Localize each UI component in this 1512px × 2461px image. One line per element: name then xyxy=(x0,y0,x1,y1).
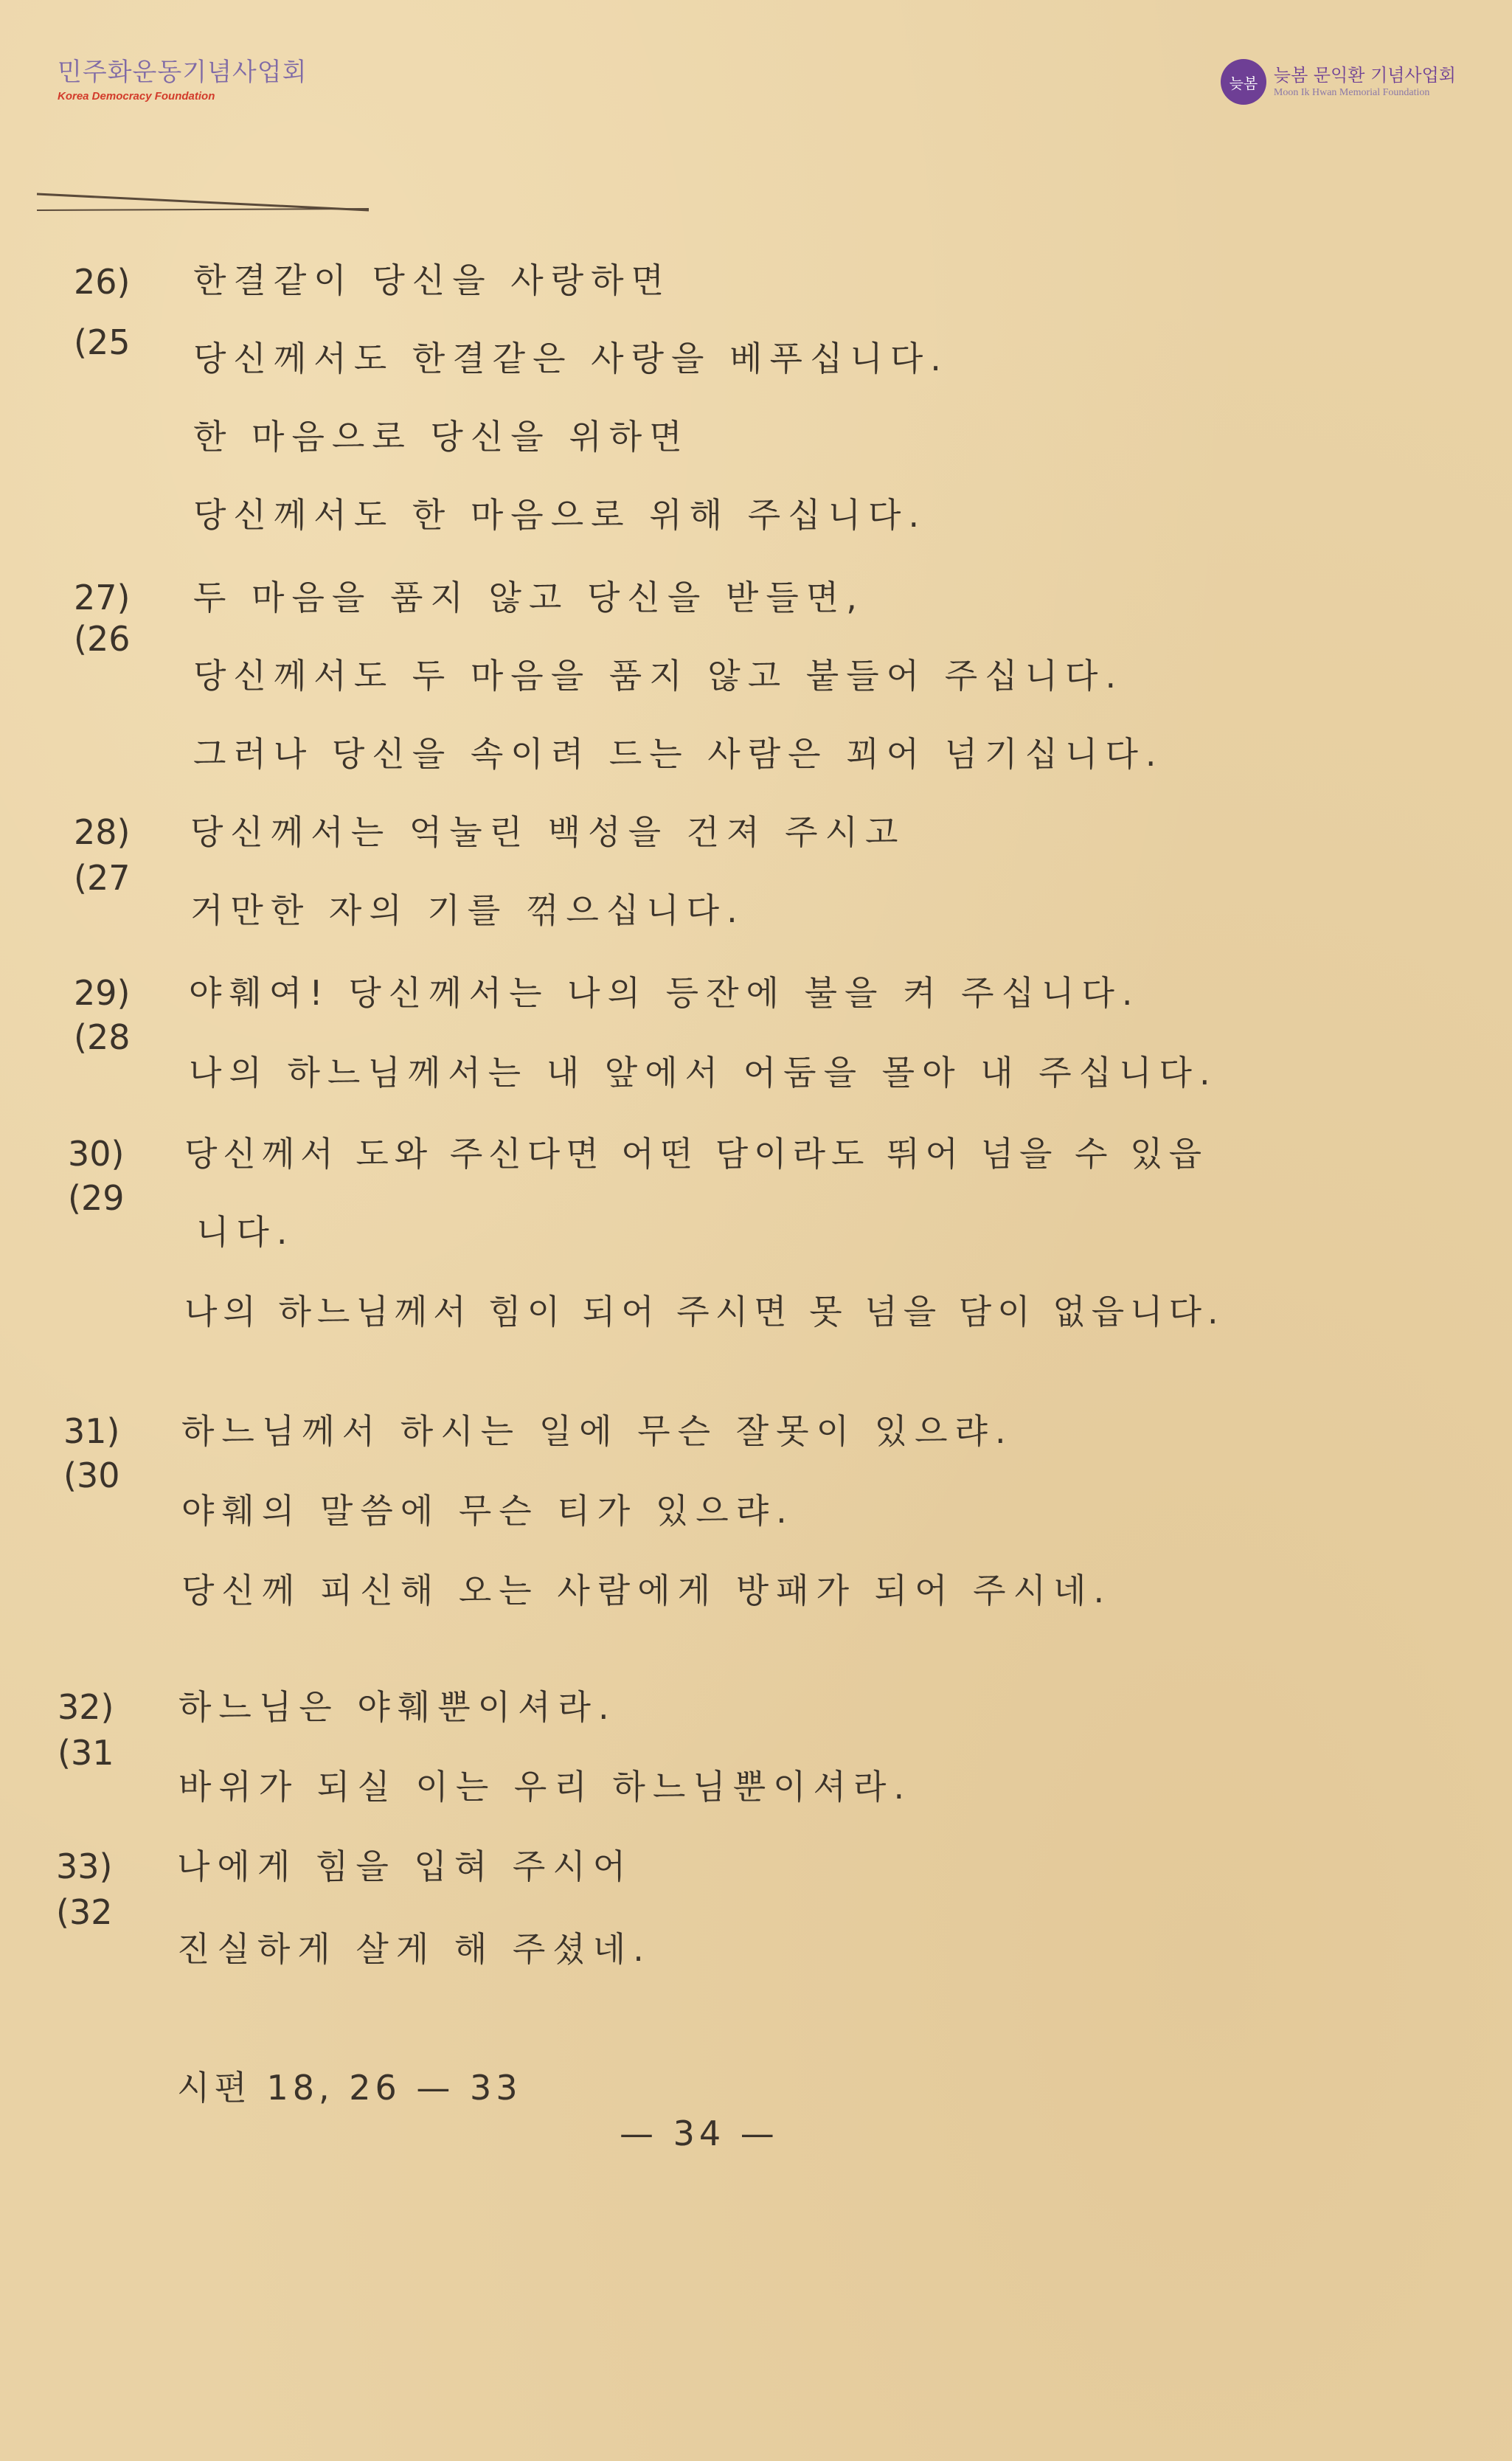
verse-line: 나의 하느님께서 힘이 되어 주시면 못 넘을 담이 없읍니다. xyxy=(184,1292,1224,1332)
verse-alt-number: (30 xyxy=(63,1456,120,1495)
verse-line: 바위가 되실 이는 우리 하느님뿐이셔라. xyxy=(178,1767,912,1807)
verse-line: 진실하게 살게 해 주셨네. xyxy=(177,1929,651,1969)
top-rule xyxy=(33,188,372,218)
verse-line: 거만한 자의 기를 꺾으십니다. xyxy=(190,890,745,930)
verse-number: 26) xyxy=(74,262,131,302)
right-logo-english: Moon Ik Hwan Memorial Foundation xyxy=(1273,87,1430,98)
verse-line: 두 마음을 품지 않고 당신을 받들면, xyxy=(193,578,864,617)
verse-line: 야훼여! 당신께서는 나의 등잔에 불을 켜 주십니다. xyxy=(189,973,1140,1013)
page-number: — 34 — xyxy=(620,2114,779,2153)
verse-number: 29) xyxy=(74,973,131,1013)
verse-alt-number: (28 xyxy=(74,1017,131,1057)
verse-line: 당신께 피신해 오는 사람에게 방패가 되어 주시네. xyxy=(181,1571,1112,1610)
verse-line: 한결같이 당신을 사랑하면 xyxy=(193,260,672,300)
verse-line: 나에게 힘을 입혀 주시어 xyxy=(177,1846,634,1886)
foundation-badge-icon: 늦봄 xyxy=(1221,59,1266,105)
verse-alt-number: (27 xyxy=(74,858,131,898)
verse-line: 당신께서도 두 마음을 품지 않고 붙들어 주십니다. xyxy=(193,656,1124,696)
verse-line: 니다. xyxy=(196,1212,295,1252)
left-logo-english: Korea Democracy Foundation xyxy=(58,90,215,103)
verse-line: 하느님께서 하시는 일에 무슨 잘못이 있으랴. xyxy=(181,1411,1013,1451)
verse-number: 28) xyxy=(74,812,131,852)
verse-number: 30) xyxy=(68,1134,125,1174)
verse-number: 27) xyxy=(74,578,131,617)
verse-number: 33) xyxy=(56,1846,113,1886)
verse-line: 야훼의 말씀에 무슨 티가 있으랴. xyxy=(181,1491,794,1531)
verse-line: 하느님은 야훼뿐이셔라. xyxy=(178,1687,617,1727)
verse-alt-number: (31 xyxy=(58,1733,114,1773)
verse-line: 당신께서도 한 마음으로 위해 주십니다. xyxy=(193,495,927,535)
verse-line: 그러나 당신을 속이려 드는 사람은 꾀어 넘기십니다. xyxy=(193,734,1164,774)
moon-ik-hwan-foundation-logo xyxy=(1221,59,1456,105)
verse-line: 나의 하느님께서는 내 앞에서 어둠을 몰아 내 주십니다. xyxy=(189,1053,1218,1093)
right-logo-korean: 늦봄 문익환 기념사업회 xyxy=(1273,65,1456,86)
verse-number: 32) xyxy=(58,1687,114,1727)
verse-alt-number: (25 xyxy=(74,322,131,362)
left-logo-korean: 민주화운동기념사업회 xyxy=(58,58,308,87)
verse-line: 한 마음으로 당신을 위하면 xyxy=(193,417,690,457)
verse-alt-number: (29 xyxy=(68,1178,125,1218)
verse-alt-number: (26 xyxy=(74,619,131,659)
korea-democracy-foundation-logo xyxy=(58,58,307,103)
verse-alt-number: (32 xyxy=(56,1892,113,1932)
scripture-reference: 시편 18, 26 — 33 xyxy=(177,2068,522,2108)
verse-line: 당신께서 도와 주신다면 어떤 담이라도 뛰어 넘을 수 있읍 xyxy=(184,1134,1208,1174)
verse-line: 당신께서는 억눌린 백성을 건져 주시고 xyxy=(190,812,906,852)
verse-line: 당신께서도 한결같은 사랑을 베푸십니다. xyxy=(193,339,949,378)
verse-number: 31) xyxy=(63,1411,120,1451)
